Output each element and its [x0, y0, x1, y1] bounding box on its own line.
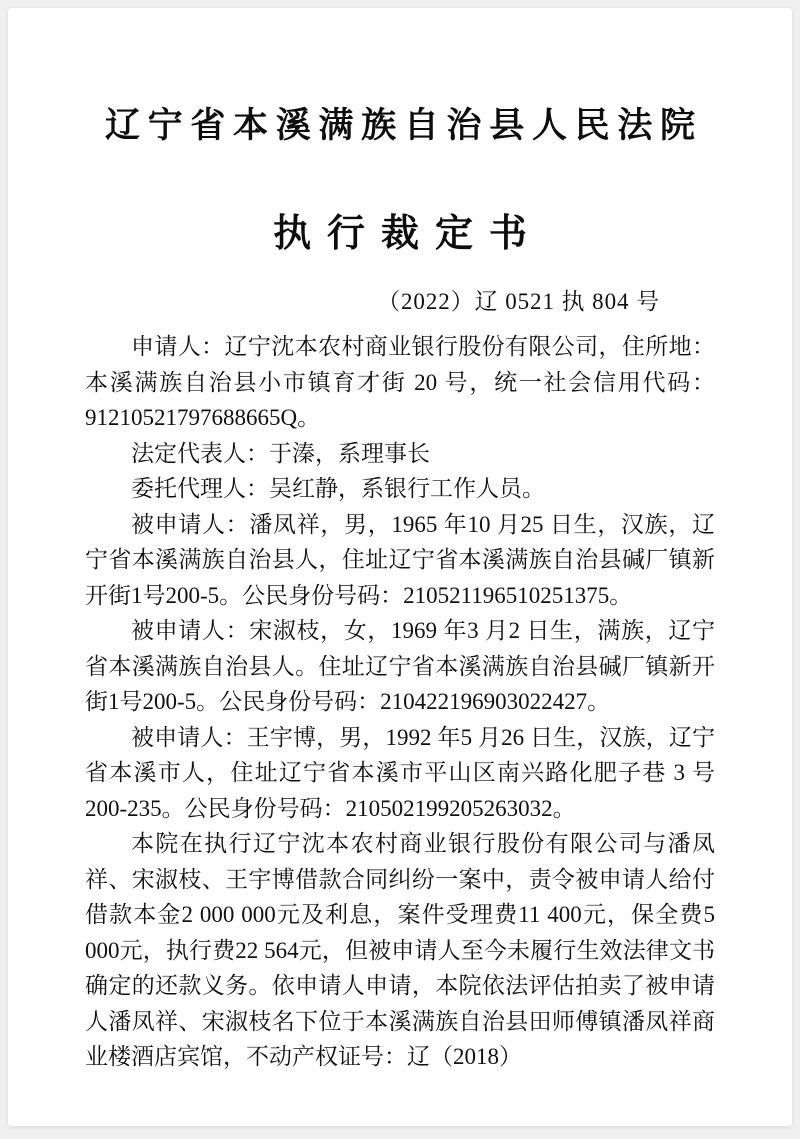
paragraph-applicant: 申请人：辽宁沈本农村商业银行股份有限公司，住所地：本溪满族自治县小市镇育才街 20 号，统一社会信用代码：91210521797688665Q。 — [85, 334, 715, 430]
document-body — [85, 329, 715, 1075]
document-content — [8, 98, 792, 1075]
case-number: （2022）辽 0521 执 804 号 — [377, 289, 660, 314]
court-name-heading: 辽宁省本溪满族自治县人民法院 — [104, 106, 703, 145]
paragraph-case-summary: 本院在执行辽宁沈本农村商业银行股份有限公司与潘凤祥、宋淑枝、王宇博借款合同纠纷一案中，责令被申请人给付借款本金2 000 000元及利息，案件受理费11 400元，保全费5 000元，执行费22 564元，但被申请人至今未履行生效法律文书确定的还款义务。依申请人申请，本院依法评估拍卖了被申请人潘凤祥、宋淑枝名下位于本溪满族自治县田师傅镇潘凤祥商业楼酒店宾馆，不动产权证号：辽（2018） — [85, 831, 715, 1069]
document-page — [8, 8, 792, 1126]
document-title: 执行裁定书 — [273, 213, 543, 255]
paragraph-entrusted-agent: 委托代理人：吴红静，系银行工作人员。 — [131, 476, 545, 501]
paragraph-respondent-3: 被申请人：王宇博，男，1992 年5 月26 日生，汉族，辽宁省本溪市人，住址辽宁省本溪市平山区南兴路化肥子巷 3 号200-235。公民身份号码：210502199205263032。 — [85, 724, 715, 821]
paragraph-legal-representative: 法定代表人：于溱，系理事长 — [131, 440, 430, 466]
paragraph-respondent-1: 被申请人：潘凤祥，男，1965 年10 月25 日生，汉族，辽宁省本溪满族自治县人，住址辽宁省本溪满族自治县碱厂镇新开街1号200-5。公民身份号码：210521196510251375。 — [85, 511, 715, 608]
paragraph-respondent-2: 被申请人：宋淑枝，女，1969 年3 月2 日生，满族，辽宁省本溪满族自治县人。住址辽宁省本溪满族自治县碱厂镇新开街1号200-5。公民身份号码：210422196903022427。 — [85, 618, 715, 714]
